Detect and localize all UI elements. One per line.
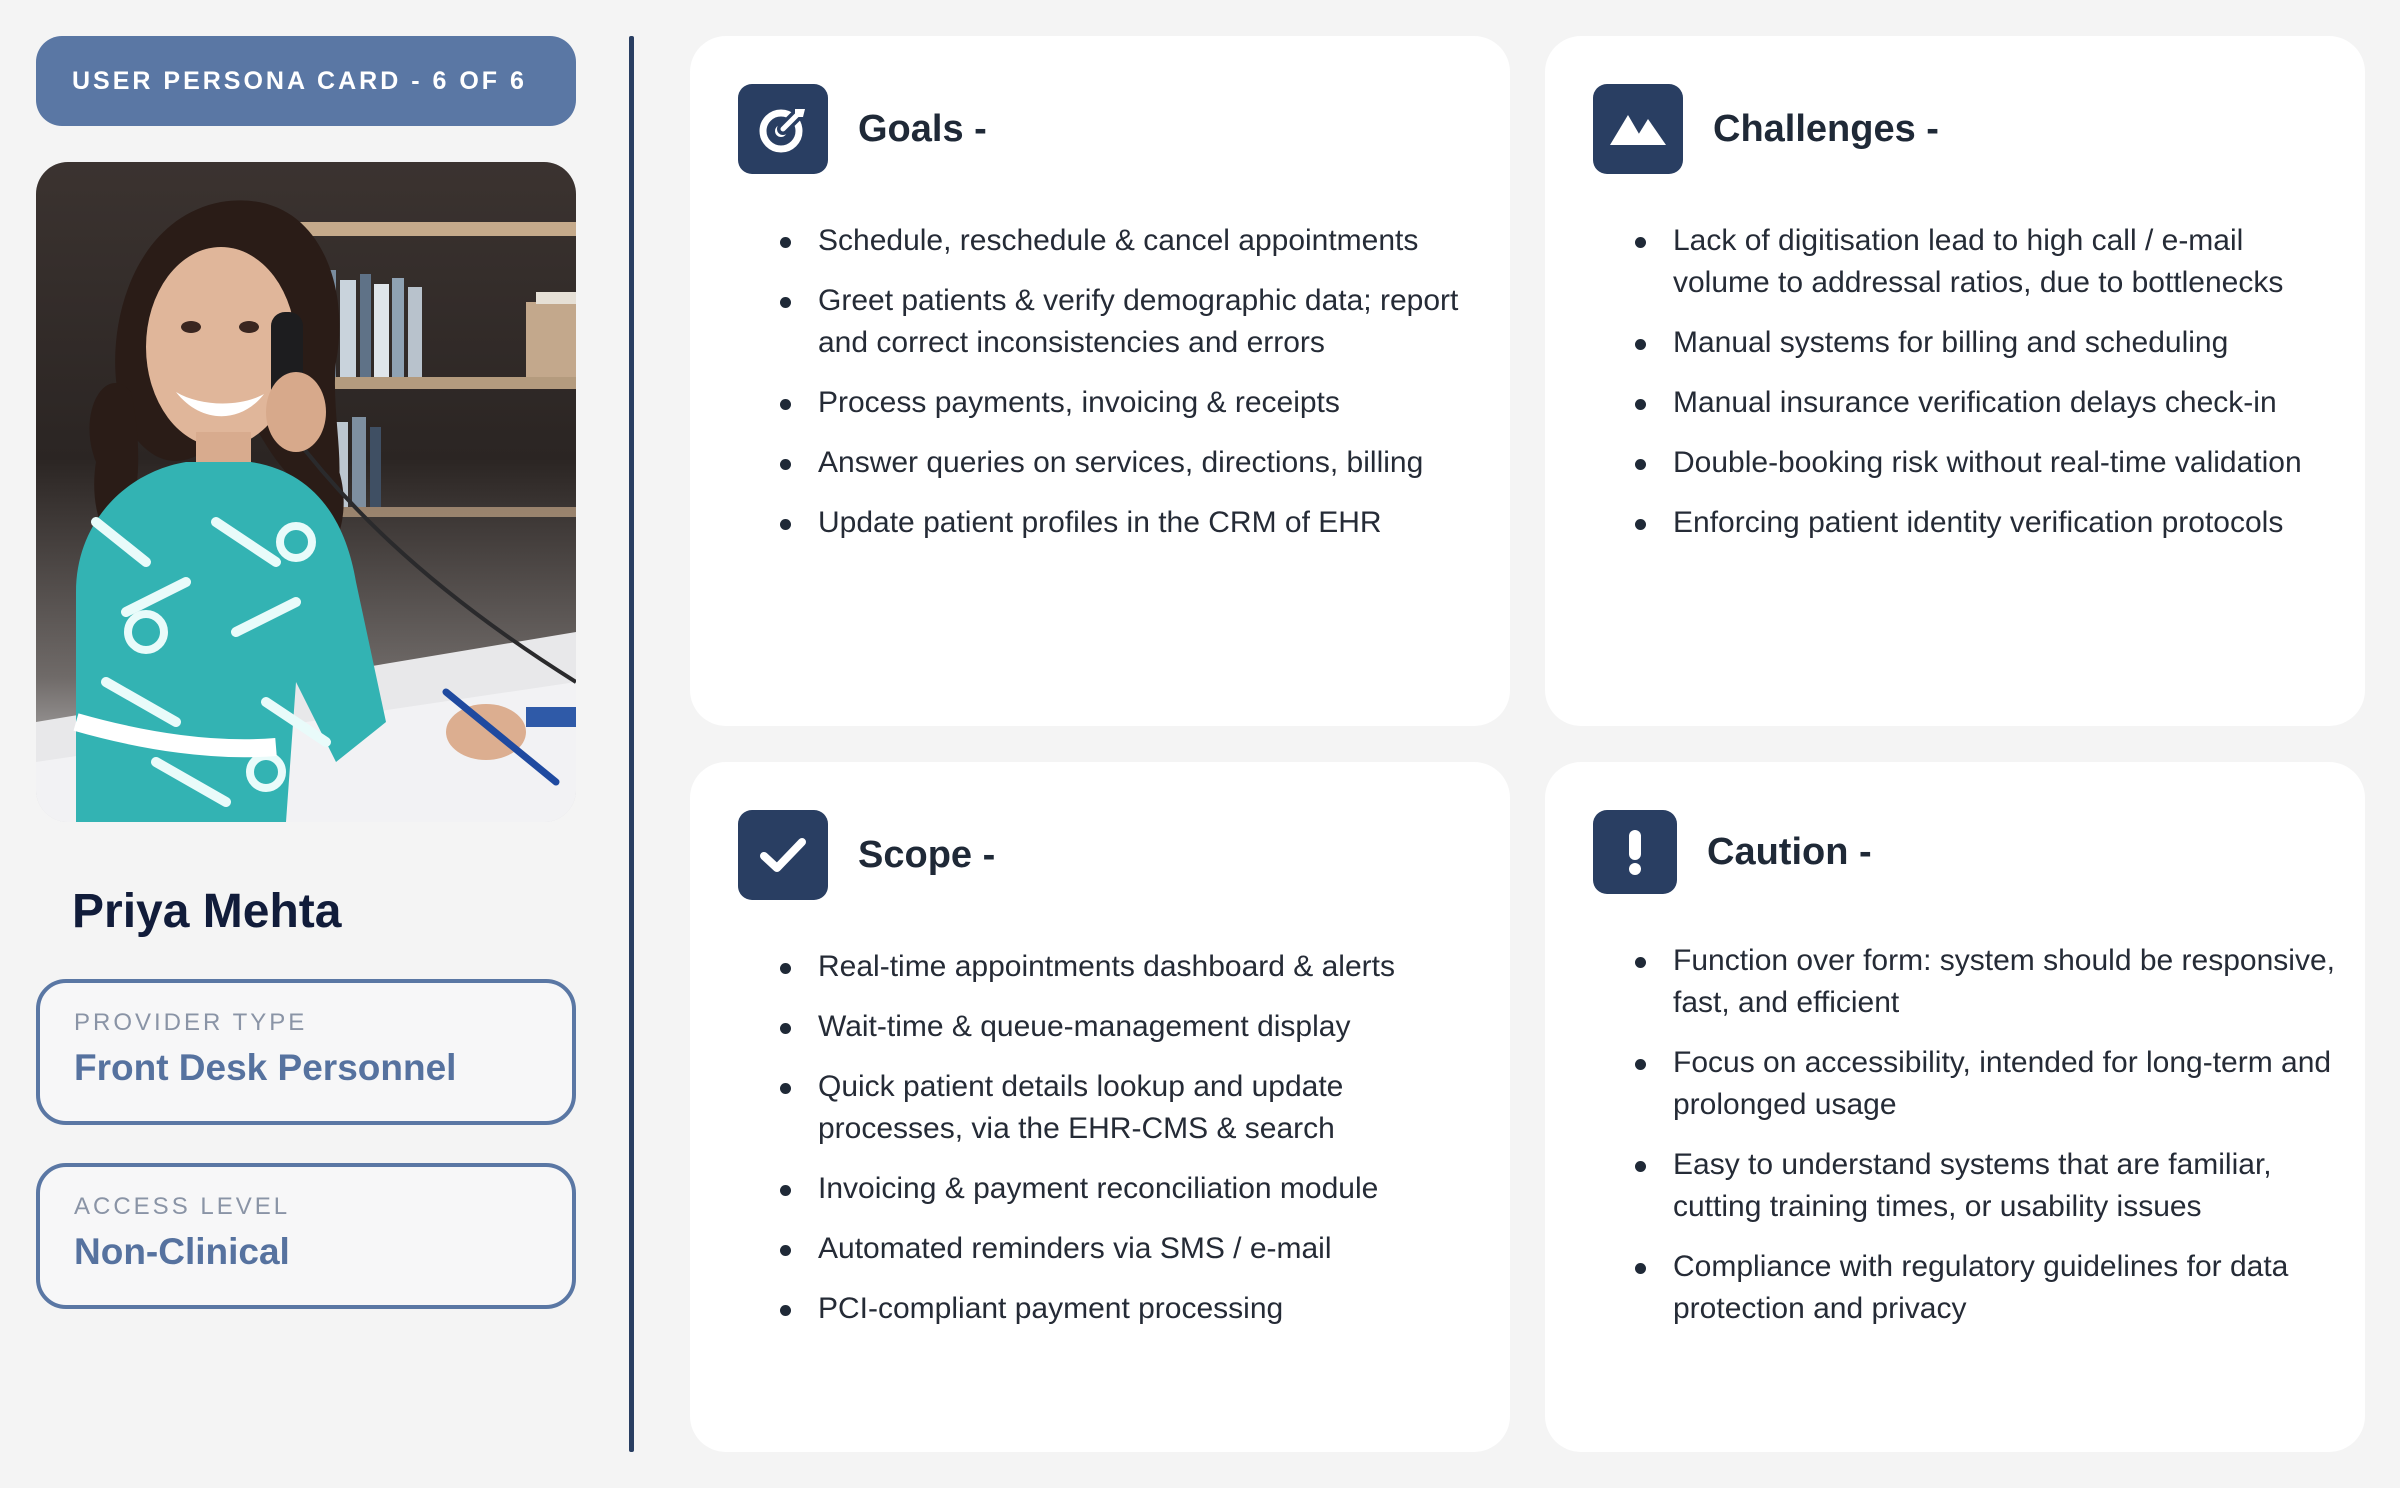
list-item: Compliance with regulatory guidelines for data protection and privacy: [1635, 1246, 2335, 1330]
target-icon: [738, 84, 828, 174]
list-item: Enforcing patient identity verification protocols: [1635, 502, 2335, 544]
checkmark-icon: [738, 810, 828, 900]
scope-card-header: [738, 810, 995, 900]
goals-title: Goals -: [858, 107, 987, 150]
list-item: Invoicing & payment reconciliation module: [780, 1168, 1480, 1210]
caution-card: [1545, 762, 2365, 1452]
challenges-list: [1635, 220, 2335, 562]
challenges-title: Challenges -: [1713, 107, 1939, 150]
list-item: PCI-compliant payment processing: [780, 1288, 1480, 1330]
list-item: Quick patient details lookup and update processes, via the EHR-CMS & search: [780, 1066, 1480, 1150]
goals-card: [690, 36, 1510, 726]
access-level-card: [36, 1163, 576, 1309]
list-item: Schedule, reschedule & cancel appointments: [780, 220, 1480, 262]
caution-title: Caution -: [1707, 830, 1872, 873]
persona-sidebar: [36, 36, 576, 1309]
caution-list: [1635, 940, 2335, 1348]
persona-photo-illustration: [36, 162, 576, 822]
scope-card: [690, 762, 1510, 1452]
mountain-icon: [1593, 84, 1683, 174]
challenges-card-header: [1593, 84, 1939, 174]
list-item: Greet patients & verify demographic data; report and correct inconsistencies and errors: [780, 280, 1480, 364]
scope-list: [780, 946, 1480, 1348]
list-item: Function over form: system should be responsive, fast, and efficient: [1635, 940, 2335, 1024]
persona-card-badge: USER PERSONA CARD - 6 OF 6: [36, 36, 576, 126]
persona-name: Priya Mehta: [72, 885, 342, 938]
provider-type-value: Front Desk Personnel: [74, 1047, 457, 1088]
list-item: Lack of digitisation lead to high call / e-mail volume to addressal ratios, due to bottlenecks: [1635, 220, 2335, 304]
list-item: Automated reminders via SMS / e-mail: [780, 1228, 1480, 1270]
goals-list: [780, 220, 1480, 562]
challenges-card: [1545, 36, 2365, 726]
list-item: Manual systems for billing and scheduling: [1635, 322, 2335, 364]
goals-card-header: [738, 84, 987, 174]
persona-photo: [36, 162, 576, 822]
access-level-value: Non-Clinical: [74, 1231, 290, 1272]
list-item: Answer queries on services, directions, billing: [780, 442, 1480, 484]
access-level-label: ACCESS LEVEL: [74, 1193, 291, 1220]
caution-card-header: [1593, 810, 1872, 894]
list-item: Easy to understand systems that are familiar, cutting training times, or usability issues: [1635, 1144, 2335, 1228]
exclamation-icon: [1593, 810, 1677, 894]
list-item: Update patient profiles in the CRM of EHR: [780, 502, 1480, 544]
list-item: Real-time appointments dashboard & alerts: [780, 946, 1480, 988]
provider-type-label: PROVIDER TYPE: [74, 1009, 308, 1036]
list-item: Double-booking risk without real-time validation: [1635, 442, 2335, 484]
list-item: Wait-time & queue-management display: [780, 1006, 1480, 1048]
vertical-divider: [629, 36, 634, 1452]
list-item: Process payments, invoicing & receipts: [780, 382, 1480, 424]
list-item: Focus on accessibility, intended for long-term and prolonged usage: [1635, 1042, 2335, 1126]
provider-type-card: [36, 979, 576, 1125]
list-item: Manual insurance verification delays check-in: [1635, 382, 2335, 424]
scope-title: Scope -: [858, 833, 996, 876]
